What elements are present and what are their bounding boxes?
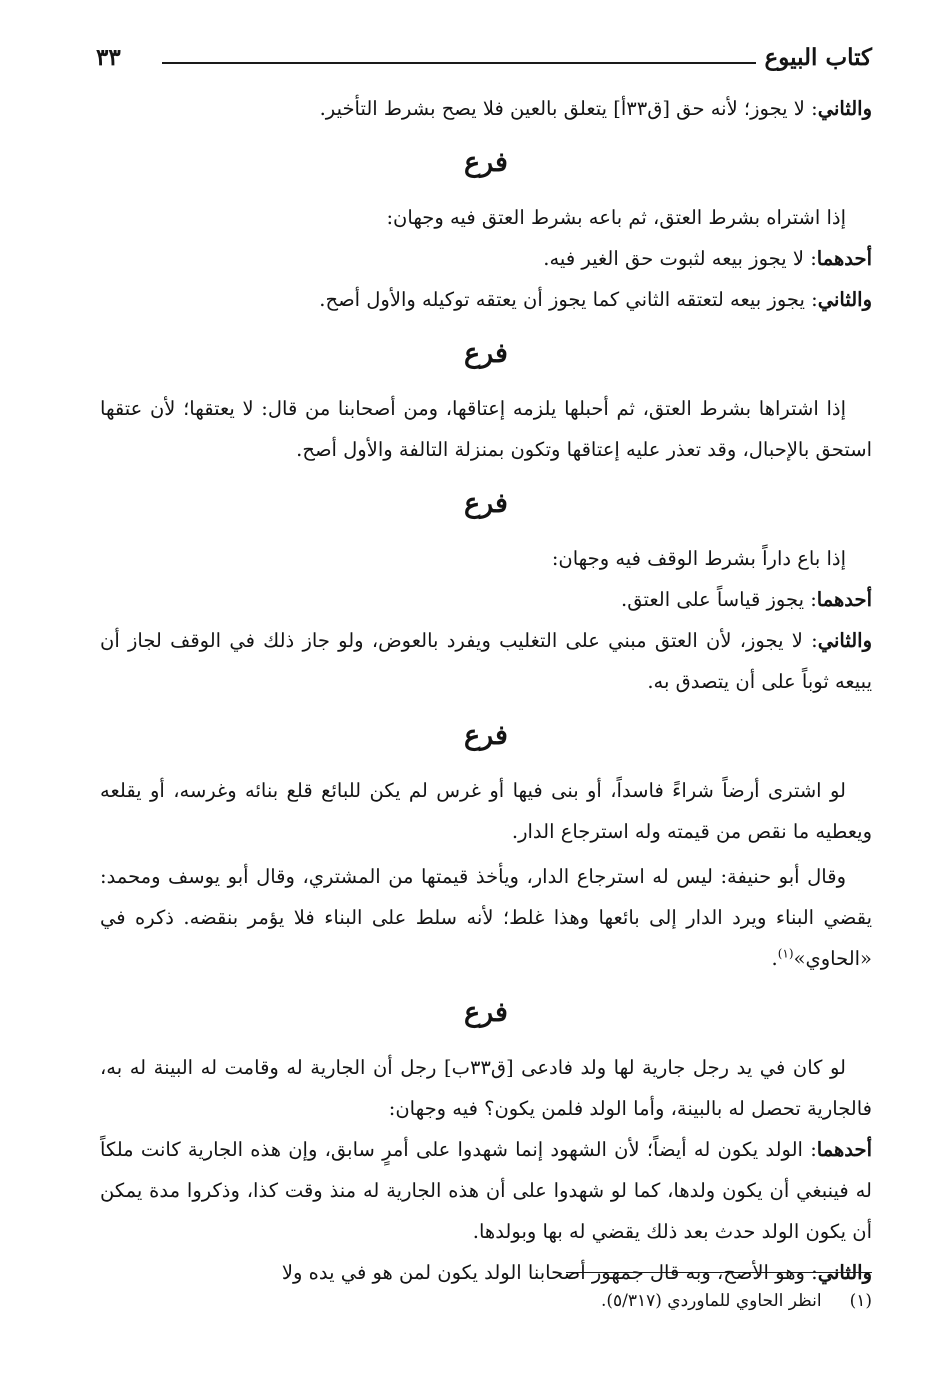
paragraph-label: والثاني (817, 97, 872, 120)
paragraph-text: لو اشترى أرضاً شراءً فاسداً، أو بنى فيها أو غرس لم يكن للبائع قلع بنائه وغرسه، أو يقلعه ويعطيه ما نقص من قيمته وله استرجاع الدار. (100, 779, 872, 843)
page-number: ٣٣ (96, 44, 121, 71)
section-heading: فرع (464, 720, 508, 751)
paragraph (100, 388, 872, 470)
paragraph-label: والثاني (817, 629, 872, 652)
footnote-reference[interactable]: (١) (777, 946, 794, 961)
paragraph-text: : لا يجوز؛ لأنه حق [ق٣٣أ] يتعلق بالعين فلا يصح بشرط التأخير. (319, 97, 818, 120)
footnote-rule (566, 1272, 872, 1273)
header-rule (162, 62, 756, 64)
paragraph (100, 88, 872, 129)
paragraph-text: : الولد يكون له أيضاً؛ لأن الشهود إنما شهدوا على أمرٍ سابق، وإن هذه الجارية كانت ملكاً له فينبغي أن يكون ولدها، كما لو شهدوا على أن هذه الجارية له منذ وقت كذا، وذكروا مدة يمكن أن يكون الولد حدث بعد ذلك يقضي له بها وبولدها. (100, 1138, 872, 1243)
paragraph-text: وقال أبو حنيفة: ليس له استرجاع الدار، ويأخذ قيمتها من المشتري، وقال أبو يوسف ومحمد: يقضي البناء ويرد الدار إلى بائعها وهذا غلط؛ لأنه سلط على البناء فلا يؤمر بنقضه. ذكره في «الحاوي» (100, 865, 872, 970)
paragraph-text: : يجوز قياساً على العتق. (621, 588, 817, 611)
paragraph (100, 856, 872, 979)
paragraph (100, 279, 872, 320)
footnote-number: (١) (849, 1291, 872, 1311)
paragraph-label: أحدهما (816, 247, 872, 270)
paragraph-label: أحدهما (816, 1138, 872, 1161)
section-heading: فرع (464, 338, 508, 369)
section-heading: فرع (464, 147, 508, 178)
paragraph-label: والثاني (817, 1261, 872, 1284)
paragraph-text: إذا اشتراه بشرط العتق، ثم باعه بشرط العتق فيه وجهان: (386, 206, 846, 229)
paragraph-text: : لا يجوز بيعه لثبوت حق الغير فيه. (543, 247, 817, 270)
paragraph-text: : يجوز بيعه لتعتقه الثاني كما يجوز أن يعتقه توكيله والأول أصح. (319, 288, 818, 311)
paragraph (100, 197, 872, 238)
paragraph-text: : وهو الأصح، وبه قال جمهور أصحابنا الولد يكون لمن هو في يده ولا (281, 1261, 818, 1284)
header-title: كتاب البيوع (764, 44, 872, 71)
paragraph (100, 579, 872, 620)
paragraph-tail: . (771, 947, 778, 970)
paragraph-text: إذا باع داراً بشرط الوقف فيه وجهان: (551, 547, 846, 570)
paragraph-label: والثاني (817, 288, 872, 311)
paragraph (100, 538, 872, 579)
footnote-text: انظر الحاوي للماوردي (٥/٣١٧). (600, 1291, 822, 1311)
main-text (100, 88, 872, 1293)
paragraph (100, 1129, 872, 1252)
paragraph (100, 770, 872, 852)
paragraph (100, 620, 872, 702)
paragraph-text: إذا اشتراها بشرط العتق، ثم أحبلها يلزمه إعتاقها، ومن أصحابنا من قال: لا يعتقها؛ لأن عتقها استحق بالإحبال، وقد تعذر عليه إعتاقها وتكون بمنزلة التالفة والأول أصح. (100, 397, 872, 461)
section-heading: فرع (464, 488, 508, 519)
section-heading: فرع (464, 997, 508, 1028)
running-header (96, 40, 872, 80)
paragraph-text: لو كان في يد رجل جارية لها ولد فادعى [ق٣٣ب] رجل أن الجارية له وقامت له البينة له به، فالجارية تحصل له بالبينة، وأما الولد فلمن يكون؟ فيه وجهان: (100, 1056, 872, 1120)
paragraph-label: أحدهما (816, 588, 872, 611)
paragraph-text: : لا يجوز، لأن العتق مبني على التغليب ويفرد بالعوض، ولو جاز ذلك في الوقف لجاز أن يبيعه ثوباً على أن يتصدق به. (100, 629, 872, 693)
footnote (100, 1287, 872, 1315)
paragraph (100, 1047, 872, 1129)
paragraph (100, 238, 872, 279)
